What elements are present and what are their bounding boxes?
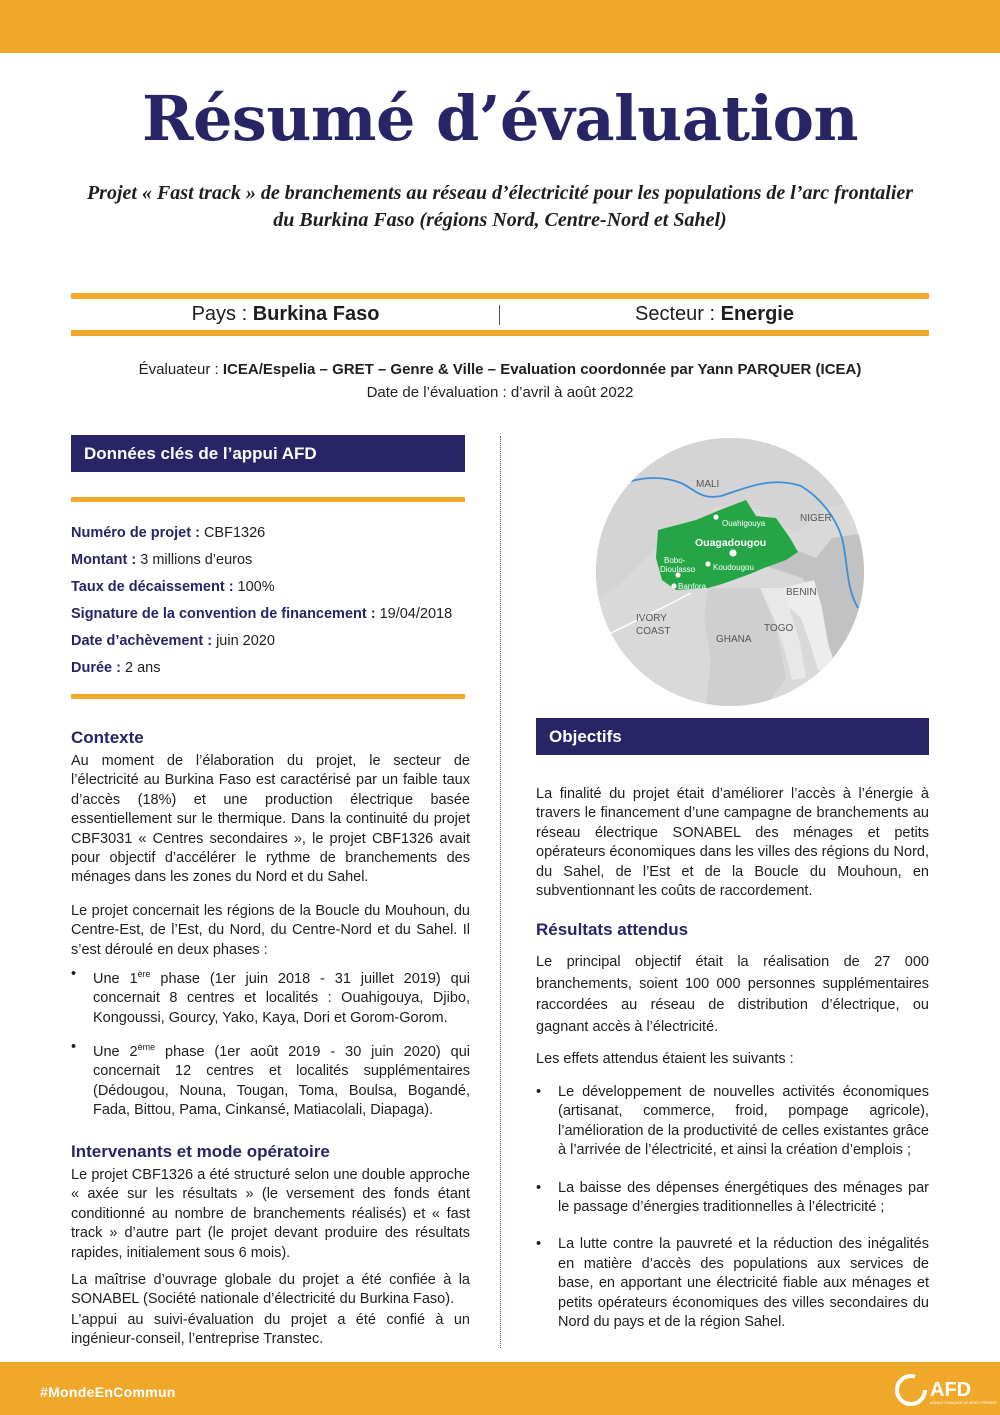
key-label: Numéro de projet : (71, 525, 204, 541)
key-value: 3 millions d’euros (140, 552, 253, 568)
map-dot-ouahigouya (713, 514, 718, 519)
evaluator-value: ICEA/Espelia – GRET – Genre & Ville – Evaluation coordonnée par Yann PARQUER (ICEA) (222, 361, 862, 378)
evaluation-date: Date de l’évaluation : d’avril à août 2022 (366, 384, 634, 401)
evaluator-line (0, 361, 1000, 378)
afd-logo (893, 1372, 998, 1408)
burkina-faso-map (596, 438, 864, 706)
evaluator-label: Évaluateur : (138, 361, 223, 378)
map-label-togo: TOGO (764, 623, 794, 634)
contexte-paragraph-2: Le projet concernait les régions de la Boucle du Mouhoun, du Centre-Est, de l’Est, du Nord, du Centre-Nord et du Sahel. Il s’est déroulé en deux phases : (71, 903, 470, 958)
contexte-paragraph-1: Au moment de l’élaboration du projet, le secteur de l’électricité au Burkina Faso est caractérisé par un faible taux d’accès (18%) et une production électrique basée essentiellement sur le thermique. Dans la continuité du projet CBF3031 « Centres secondaires », le projet CBF1326 avait pour objectif d’accélérer le rythme de branchements des ménages dans les zones du Nord et du Sahel. (71, 753, 470, 886)
key-value: 2 ans (125, 660, 161, 676)
key-value: CBF1326 (203, 525, 266, 541)
key-data-list (71, 523, 471, 685)
effect-item-2: • La baisse des dépenses énergétiques des ménages par le passage d’énergies traditionnelles à l’électricité ; (536, 1179, 929, 1218)
key-label: Signature de la convention de financement : (71, 606, 380, 622)
key-value: 100% (237, 579, 275, 595)
key-row-amount (71, 550, 471, 577)
map-label-coast: COAST (636, 626, 671, 637)
key-value: juin 2020 (216, 633, 275, 649)
country-info (71, 299, 500, 330)
map-label-banfora: Banfora (678, 582, 707, 591)
intervenants-heading: Intervenants et mode opératoire (71, 1142, 330, 1161)
key-label: Taux de décaissement : (71, 579, 238, 595)
project-subtitle (30, 180, 970, 234)
resultats-heading: Résultats attendus (536, 920, 689, 939)
sector-info (500, 299, 929, 330)
key-data-top-rule (71, 497, 465, 502)
key-label: Date d’achèvement : (71, 633, 217, 649)
map-label-ouagadougou: Ouagadougou (695, 537, 767, 549)
map-label-koudougou: Koudougou (713, 563, 754, 572)
key-value: 19/04/2018 (379, 606, 453, 622)
map-label-mali: MALI (696, 479, 720, 490)
key-row-disbursement (71, 577, 471, 604)
key-row-duration (71, 658, 471, 685)
country-sector-bar (71, 293, 929, 336)
contexte-phase-list (71, 965, 470, 1121)
phase-2-text: phase (1er août 2019 - 30 juin 2020) qui concernait 12 centres et localités supplémentaires (Dédougou, Nouna, Tougan, Toma, Boulsa, Bogandé, Fada, Bittou, Pama, Cinkansé, Matiacolali, Diapaga). (93, 1043, 470, 1119)
intervenants-paragraph-1: Le projet CBF1326 a été structuré selon une double approche « axée sur les résultats » (le versement des fonds étant conditionné au nombre de branchements réalisés) et « fast track » d’autre part (le projet devant produire des résultats rapides, initialement sous 6 mois). (71, 1167, 470, 1261)
phase-1-sup: ère (137, 969, 151, 979)
key-row-project-number (71, 523, 471, 550)
map-label-ghana: GHANA (716, 634, 752, 645)
phase-1-prefix: Une 1 (93, 970, 138, 987)
afd-logo-text: AFD (930, 1379, 972, 1401)
subtitle-line-1: Projet « Fast track » de branchements au réseau d’électricité pour les populations de l’arc frontalier (86, 182, 914, 204)
key-row-completion (71, 631, 471, 658)
key-row-signature (71, 604, 471, 631)
objectifs-paragraph: La finalité du projet était d’améliorer l’accès à l’énergie à travers le financement d’une campagne de branchements au réseau électrique SONABEL des ménages et petits opérateurs économiques dans les villes des régions du Nord, du Sahel, de l’Est et de la Boucle du Mouhoun, en subventionnant les coûts de raccordement. (536, 786, 929, 900)
map-dot-ouagadougou (729, 549, 736, 556)
subtitle-line-2: du Burkina Faso (régions Nord, Centre-Nord et Sahel) (273, 209, 727, 231)
effect-item-3: • La lutte contre la pauvreté et la réduction des inégalités en matière d’accès des populations aux services de base, en apportant une électricité fiable aux ménages et petits opérateurs économiques des villes secondaires du Nord du pays et de la région Sahel. (536, 1235, 929, 1332)
resultats-paragraph-1: Le principal objectif était la réalisation de 27 000 branchements, soient 100 000 personnes supplémentaires raccordées au réseau de distribution d’électrique, ou gagnant accès à l’électricité. (536, 954, 929, 1035)
country-value: Burkina Faso (252, 303, 380, 325)
map-label-ouahigouya: Ouahigouya (722, 519, 766, 528)
key-label: Durée : (71, 660, 125, 676)
intervenants-paragraph-3: L’appui au suivi-évaluation du projet a été confié à un ingénieur-conseil, l’entreprise Transtec. (71, 1312, 470, 1348)
phase-2-sup: ème (137, 1042, 156, 1053)
phase-2-prefix: Une 2 (93, 1043, 138, 1060)
phase-2-item (71, 1038, 470, 1120)
map-label-dioulasso: Dioulasso (660, 565, 696, 574)
country-label: Pays : (191, 303, 253, 325)
sector-label: Secteur : (635, 303, 721, 325)
page-title: Résumé d’évaluation (141, 82, 859, 155)
sector-value: Energie (720, 303, 794, 325)
key-data-bottom-rule (71, 694, 465, 699)
resultats-paragraph-2: Les effets attendus étaient les suivants : (536, 1051, 794, 1067)
phase-1-text: phase (1er juin 2018 - 31 juillet 2019) qui concernait 8 centres et localités : Ouahigouya, Djibo, Kongoussi, Gourcy, Yako, Kaya, Dori et Gorom-Gorom. (93, 970, 470, 1026)
key-label: Montant : (71, 552, 141, 568)
map-dot-banfora (671, 583, 676, 588)
top-orange-band (0, 0, 1000, 53)
phase-1-item (71, 965, 470, 1028)
map-dot-koudougou (705, 561, 710, 566)
map-label-niger: NIGER (800, 513, 832, 524)
key-data-heading: Données clés de l’appui AFD (71, 435, 465, 472)
map-label-benin: BENIN (786, 587, 817, 598)
map-label-ivory: IVORY (636, 613, 667, 624)
column-divider (500, 436, 501, 1348)
afd-logo-ring-icon (897, 1376, 925, 1404)
effect-item-1: • Le développement de nouvelles activités économiques (artisanat, commerce, froid, pompage agricole), l’amélioration de la productivité de celles existantes grâce à l’arrivée de l’électricité, et ainsi la création d’emplois ; (536, 1083, 929, 1161)
afd-logo-subtext: AGENCE FRANÇAISE DE DÉVELOPPEMENT (930, 1401, 998, 1405)
map-label-bobo: Bobo- (664, 556, 686, 565)
effects-list (536, 1083, 929, 1332)
intervenants-paragraph-2: La maîtrise d’ouvrage globale du projet a été confiée à la SONABEL (Société nationale d’électricité du Burkina Faso). (71, 1272, 470, 1308)
objectifs-heading: Objectifs (536, 718, 929, 755)
contexte-heading: Contexte (71, 728, 144, 747)
footer-hashtag: #MondeEnCommun (40, 1384, 176, 1400)
